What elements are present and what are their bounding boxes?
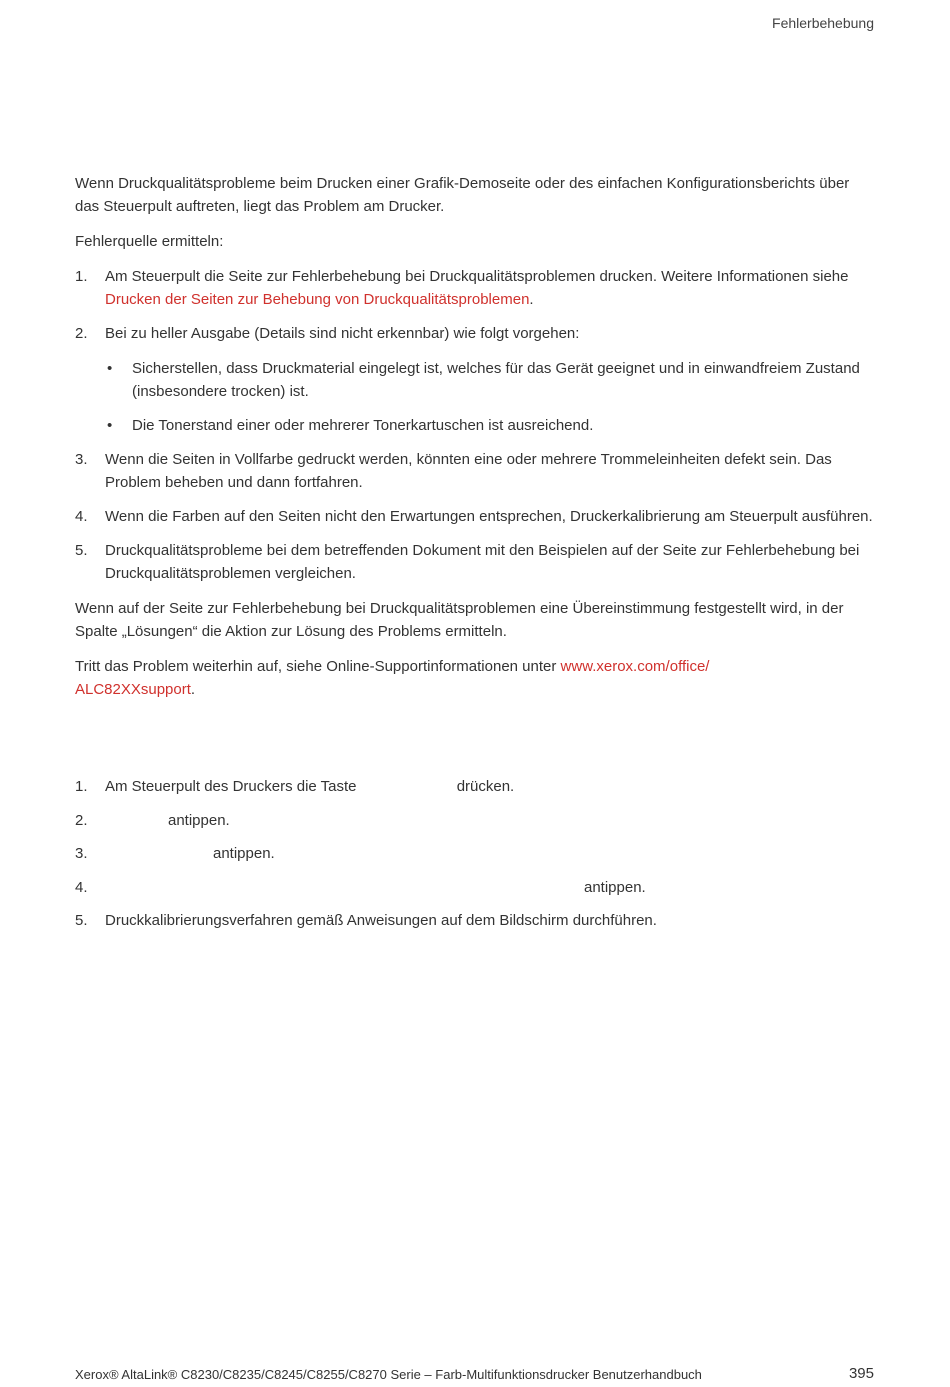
step-text: Wenn die Seiten in Vollfarbe gedruckt werden, könnten eine oder mehrere Trommeleinheiten defekt sein. Das Problem beheben und dann fortfahren. — [105, 451, 832, 491]
step-text: Druckqualitätsprobleme bei dem betreffenden Dokument mit den Beispielen auf der Seite zur Fehlerbehebung bei Druckqualitätsproblemen vergleichen. — [105, 542, 860, 582]
support-paragraph — [75, 655, 875, 701]
step-number: 2. — [75, 325, 88, 342]
step-number: 4. — [75, 878, 88, 896]
result-paragraph: Wenn auf der Seite zur Fehlerbehebung bei Druckqualitätsproblemen eine Übereinstimmung festgestellt wird, in der Spalte „Lösungen“ die Aktion zur Lösung des Problems ermitteln. — [75, 600, 844, 640]
intro-label: Fehlerquelle ermitteln: — [75, 233, 224, 250]
intro-paragraph: Wenn Druckqualitätsprobleme beim Drucken einer Grafik-Demoseite oder des einfachen Konfigurationsberichts über das Steuerpult auftreten, liegt das Problem am Drucker. — [75, 175, 850, 215]
step-text-end: antippen. — [584, 878, 646, 896]
calibration-steps — [75, 775, 875, 943]
step-number: 4. — [75, 508, 88, 525]
support-text-end: . — [190, 681, 196, 698]
calibration-step-item — [75, 809, 875, 832]
bullet-text: Sicherstellen, dass Druckmaterial eingelegt ist, welches für das Gerät geeignet und in einwandfreiem Zustand (insbesondere trocken) ist. — [132, 360, 860, 400]
main-content — [75, 172, 875, 701]
step-number: 1. — [75, 268, 88, 285]
page-number: 395 — [848, 1365, 874, 1382]
print-quality-pages-link[interactable]: Drucken der Seiten zur Behebung von Druckqualitätsproblemen — [105, 291, 530, 308]
step-number: 1. — [75, 778, 88, 795]
running-header: Fehlerbehebung — [772, 15, 874, 31]
step-text-end: drücken. — [456, 778, 515, 795]
step-item — [75, 448, 875, 494]
diagnosis-steps — [75, 265, 875, 585]
step-item — [75, 539, 875, 585]
step-text: Am Steuerpult die Seite zur Fehlerbehebung bei Druckqualitätsproblemen drucken. Weitere Informationen siehe — [105, 268, 849, 285]
calibration-step-item — [75, 842, 875, 865]
step-text-end: antippen. — [213, 845, 275, 862]
support-text: Tritt das Problem weiterhin auf, siehe Online-Supportinformationen unter — [75, 658, 561, 675]
support-link[interactable]: www.xerox.com/office/ — [560, 658, 710, 675]
step-item — [75, 265, 875, 311]
bullet-marker: • — [107, 417, 113, 434]
step-number: 3. — [75, 845, 88, 862]
step-text: Am Steuerpult des Druckers die Taste — [105, 778, 361, 795]
step-number: 5. — [75, 912, 88, 929]
bullet-marker: • — [107, 360, 113, 377]
footer-title: Xerox® AltaLink® C8230/C8235/C8245/C8255/C8270 Serie – Farb-Multifunktionsdrucker Benutzerhandbuch — [75, 1367, 702, 1382]
step-text-end: antippen. — [168, 811, 230, 829]
step-text: Druckkalibrierungsverfahren gemäß Anweisungen auf dem Bildschirm durchführen. — [105, 912, 657, 929]
step-item — [75, 505, 875, 528]
calibration-step-item — [75, 876, 875, 899]
step-item — [75, 322, 875, 437]
step-text: Wenn die Farben auf den Seiten nicht den Erwartungen entsprechen, Druckerkalibrierung am Steuerpult ausführen. — [105, 508, 873, 525]
step-number: 5. — [75, 542, 88, 559]
calibration-step-item — [75, 909, 875, 932]
bullet-item — [105, 414, 875, 437]
step-number: 2. — [75, 811, 88, 829]
step-text-end: . — [529, 291, 534, 308]
bullet-list — [105, 357, 875, 437]
step-text: Bei zu heller Ausgabe (Details sind nicht erkennbar) wie folgt vorgehen: — [105, 325, 580, 342]
bullet-text: Die Tonerstand einer oder mehrerer Tonerkartuschen ist ausreichend. — [132, 417, 594, 434]
calibration-step-item — [75, 775, 875, 798]
support-link-continued[interactable]: ALC82XXsupport — [75, 681, 191, 698]
bullet-item — [105, 357, 875, 403]
step-number: 3. — [75, 451, 88, 468]
